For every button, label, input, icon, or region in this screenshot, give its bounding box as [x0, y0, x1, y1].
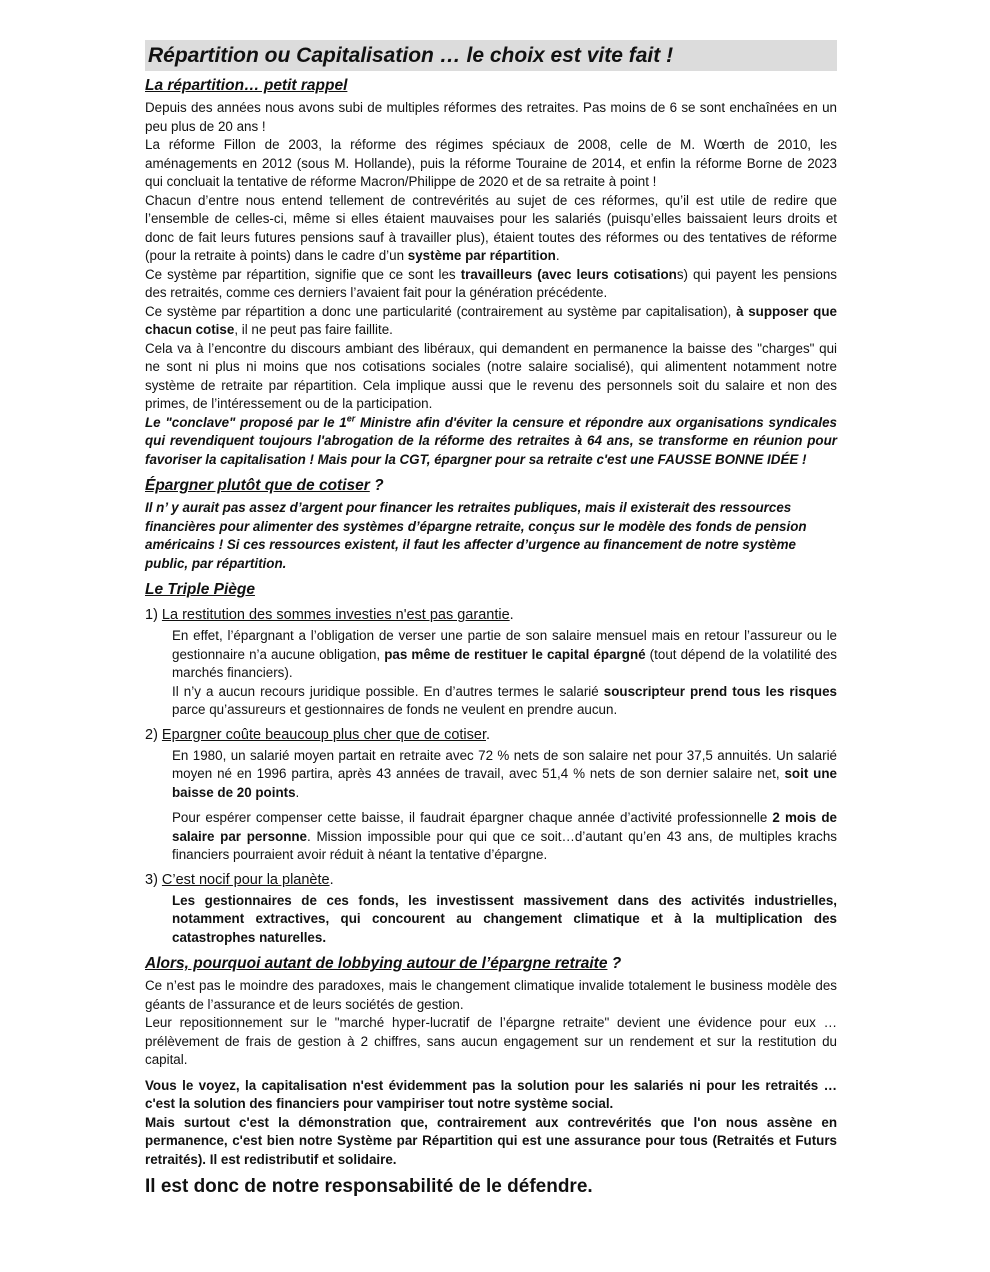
paragraph: Depuis des années nous avons subi de multiples réformes des retraites. Pas moins de 6 se sont enchaînées en un peu plus de 20 ans ! [145, 100, 837, 134]
text: (tout dépend de la volatilité des marchés financiers). [172, 646, 837, 680]
paragraph: Les gestionnaires de ces fonds, les investissent massivement dans des activités industrielles, notamment extractives, qui concourent au changement climatique et à la multiplication des catastrophes naturelles. [172, 892, 837, 945]
item-end: . [329, 871, 334, 888]
list-item-3-body [172, 892, 837, 948]
emphasis: travailleurs (avec leurs cotisation [460, 266, 677, 282]
paragraph [145, 266, 837, 303]
emphasis: pas même de restituer le capital épargné [384, 646, 646, 662]
list-item-2-body [172, 747, 837, 865]
document [145, 40, 837, 1199]
page-title: Répartition ou Capitalisation … le choix est vite fait ! [145, 40, 837, 71]
list-item-1-body [172, 627, 837, 720]
text: . [295, 784, 300, 800]
paragraph: Mais surtout c'est la démonstration que, contrairement aux contrevérités que l'on nous assène en permanence, c'est bien notre Système par Répartition qui est une assurance pour tous (Retraités et Futurs retraités). Il est redistributif et solidaire. [145, 1114, 837, 1167]
section-heading-epargner [145, 476, 837, 496]
item-end: . [509, 607, 514, 623]
section-heading-triple-piege: Le Triple Piège [145, 581, 255, 598]
item-number: 3) [145, 871, 162, 888]
text: Ce système par répartition, signifie que ce sont les [145, 266, 461, 282]
text: . [555, 248, 560, 263]
text: parce qu’assureurs et gestionnaires de fonds ne veulent en prendre aucun. [172, 702, 618, 717]
paragraph [172, 627, 837, 683]
superscript: er [346, 413, 356, 424]
paragraph [172, 809, 837, 865]
text: Chacun d’entre nous entend tellement de contrevérités au sujet de ces réformes, qu’il est utile de redire que l’ensemble de celles-ci, même si elles étaient mauvaises pour les salariés (puisqu’elles baissaient leurs droits et donc de fait leurs futures pensions sauf à travailler plus), étaient toutes des réformes ou des tentatives de réforme (pour la retraite à points) dans le cadre d’un [145, 192, 837, 263]
text: . Mission impossible pour qui que ce soit…d’autant qu’en 43 ans, de multiples krachs financiers pourraient avoir réduit à néant la tentative d’épargne. [172, 828, 837, 862]
text: Pour espérer compenser cette baisse, il faudrait épargner chaque année d’activité professionnelle [172, 810, 773, 825]
text: Ministre afin d'éviter la censure et répondre aux organisations syndicales qui revendiquent toujours l'abrogation de la réforme des retraites à 64 ans, se transforme en réunion pour favoriser la capitalisation ! Mais pour la CGT, épargner pour sa retraite c'est une FAUSSE BONNE IDÉE ! [145, 414, 837, 467]
paragraph-conclave [145, 414, 837, 470]
list-item-2 [145, 725, 837, 745]
paragraph: La réforme Fillon de 2003, la réforme des régimes spéciaux de 2008, celle de M. Wœrth de 2010, les aménagements en 2012 (sous M. Hollande), puis la réforme Touraine de 2014, et enfin la réforme Borne de 2023 qui concluait la tentative de réforme Macron/Philippe de 2020 et de sa retraite à point ! [145, 137, 837, 189]
item-label: C’est nocif pour la planète [161, 871, 330, 888]
list-item-1 [145, 605, 837, 625]
heading-question: ? [607, 955, 622, 972]
heading-question: ? [369, 477, 384, 494]
text: , il ne peut pas faire faillite. [234, 322, 393, 337]
paragraph: Il n’ y aurait pas assez d’argent pour financer les retraites publiques, mais il existerait des ressources financières pour alimenter des systèmes d’épargne retraite, conçus sur le modèle des fonds de pension américains ! Si ces ressources existent, il faut les affecter d’urgence au financement de notre système public, par répartition. [145, 500, 807, 571]
heading-text: Alors, pourquoi autant de lobbying autour de l’épargne retraite [145, 955, 608, 972]
text: Ce système par répartition a donc une particularité (contrairement au système par capitalisation), [145, 303, 737, 319]
closing-statement: Il est donc de notre responsabilité de le défendre. [145, 1176, 593, 1197]
text: Il n’y a aucun recours juridique possible. En d’autres termes le salarié [172, 683, 604, 699]
paragraph: Cela va à l’encontre du discours ambiant des libéraux, qui demandent en permanence la baisse des "charges" qui ne sont ni plus ni moins que nos cotisations sociales (notre salaire socialisé), qui alimentent notamment notre système de retraite par répartition. Cela implique aussi que le revenu des personnels soit du salaire et non des primes, de l’intéressement ou de la participation. [145, 340, 837, 411]
section-heading-lobbying [145, 954, 837, 974]
emphasis: 2 mois de salaire par personne [172, 810, 837, 844]
emphasis: à supposer que chacun cotise [145, 303, 837, 337]
item-label: La restitution des sommes investies n'est pas garantie [161, 607, 510, 623]
text: s) qui payent les pensions des retraités, comme ces derniers l’avaient fait pour la génération précédente. [145, 266, 837, 300]
text: Le "conclave" proposé par le 1 [145, 414, 347, 430]
paragraph [145, 303, 837, 340]
item-number: 2) [145, 726, 162, 743]
paragraph [172, 747, 837, 803]
heading-text: Épargner plutôt que de cotiser [145, 477, 370, 494]
emphasis: souscripteur prend tous les risques [603, 683, 837, 699]
item-label: Epargner coûte beaucoup plus cher que de cotiser [161, 726, 486, 743]
item-end: . [485, 726, 491, 743]
emphasis: système par répartition [407, 248, 556, 263]
paragraph: Ce n’est pas le moindre des paradoxes, mais le changement climatique invalide totalement le business modèle des géants de l’assurance et de leurs sociétés de gestion. [145, 978, 837, 1012]
paragraph [172, 683, 837, 720]
section-heading-repartition: La répartition… petit rappel [145, 77, 348, 94]
paragraph [145, 192, 837, 266]
text: En effet, l’épargnant a l’obligation de verser une partie de son salaire mensuel mais en retour l’assureur ou le gestionnaire n’a aucune obligation, [172, 628, 837, 662]
list-item-3 [145, 870, 837, 890]
text: En 1980, un salarié moyen partait en retraite avec 72 % nets de son salaire net pour 37,5 annuités. Un salarié moyen né en 1996 partira, après 43 années de travail, avec 51,4 % nets de son dernier salaire net, [172, 747, 837, 781]
paragraph: Vous le voyez, la capitalisation n'est évidemment pas la solution pour les salariés ni pour les retraités … c'est la solution des financiers pour vampiriser tout notre système social. [145, 1077, 837, 1111]
paragraph: Leur repositionnement sur le "marché hyper-lucratif de l’épargne retraite" devient une évidence pour eux … prélèvement de frais de gestion à 2 chiffres, sans aucun engagement sur un rendement et sur la restitution du capital. [145, 1015, 837, 1067]
item-number: 1) [145, 607, 162, 623]
emphasis: soit une baisse de 20 points [172, 766, 837, 800]
